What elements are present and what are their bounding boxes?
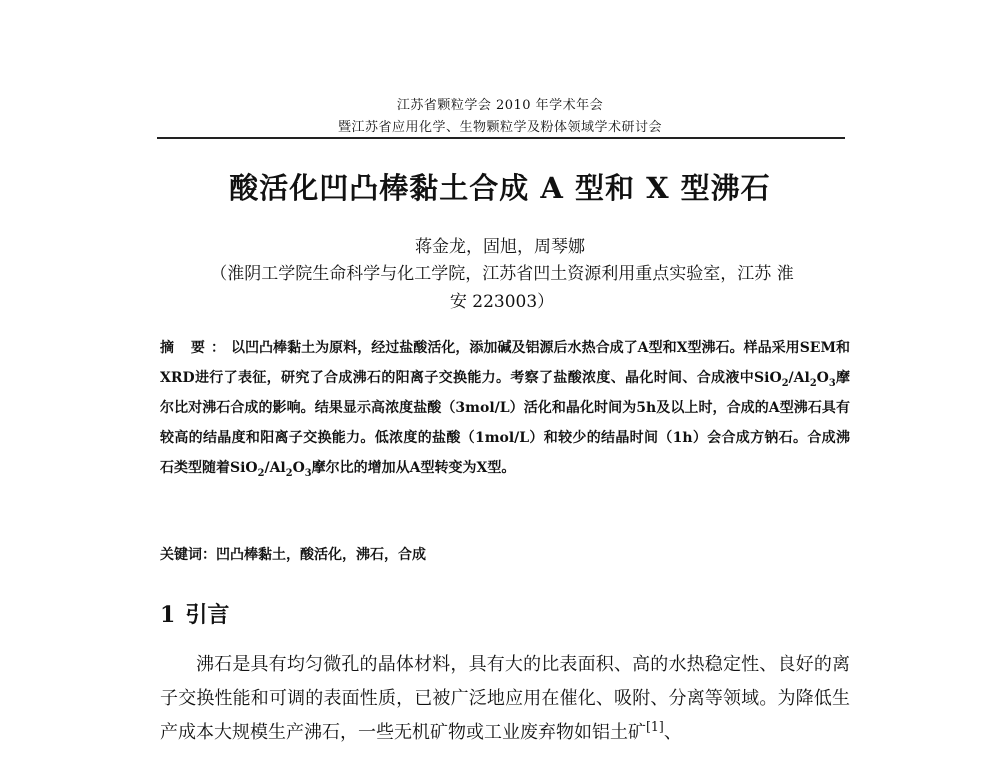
abstract-label: 摘 要： [160,340,231,356]
conference-name-line2: 暨江苏省应用化学、生物颗粒学及粉体领域学术研讨会 [337,120,662,135]
affiliation-line1: （淮阴工学院生命科学与化工学院，江苏省凹土资源利用重点实验室，江苏 淮 [210,264,794,284]
subscript: 2 [285,467,293,479]
section-title: 引言 [185,602,230,628]
keywords-text: 凹凸棒黏土，酸活化，沸石，合成 [216,547,426,563]
section-number: 1 [160,602,176,628]
body-text-cont: 、 [663,722,682,743]
body-text: 沸石是具有均匀微孔的晶体材料，具有大的比表面积、高的水热稳定性、良好的离子交换性能和可调的表面性质，已被广泛地应用在催化、吸附、分离等领域。为降低生产成本大规模生产沸石，一些无机矿物或工业废弃物如铝土矿 [160,654,850,743]
formula-part: O [292,460,305,476]
formula-part: O [816,370,829,386]
subscript: 2 [257,467,265,479]
subscript: 2 [809,377,817,389]
conference-name-line1: 江苏省颗粒学会 2010 年学术年会 [396,98,604,113]
header-rule [157,137,845,139]
keywords [160,540,850,570]
abstract-text-part3: 摩尔比的增加从A型转变为X型。 [311,460,516,476]
affiliation [160,260,844,316]
subscript: 3 [828,377,836,389]
subscript: 2 [781,377,789,389]
abstract [160,333,850,483]
keywords-label: 关键词： [160,547,216,563]
affiliation-line2: 安 223003） [449,292,555,312]
formula-part: /Al [264,460,286,476]
citation-ref: [1] [646,719,664,734]
author-list: 蒋金龙，固旭，周琴娜 [415,237,585,257]
subscript: 3 [304,467,312,479]
formula-part: /Al [788,370,810,386]
abstract-text-part2: 摩尔比对沸石合成的影响。结果显示高浓度盐酸（3mol/L）活化和晶化时间为5h及以上时，合成的A型沸石具有较高的结晶度和阳离子交换能力。低浓度的盐酸（1mol/L）和较少的结晶时间（1h）会合成方钠石。合成沸石类型随着SiO [160,370,851,476]
body-paragraph [160,648,850,750]
abstract-text-part1: 以凹凸棒黏土为原料，经过盐酸活化，添加碱及铝源后水热合成了A型和X型沸石。样品采用SEM和XRD进行了表征，研究了合成沸石的阳离子交换能力。考察了盐酸浓度、晶化时间、合成液中SiO [160,340,850,386]
paper-title: 酸活化凹凸棒黏土合成 A 型和 X 型沸石 [229,171,771,205]
section-heading [160,598,229,629]
